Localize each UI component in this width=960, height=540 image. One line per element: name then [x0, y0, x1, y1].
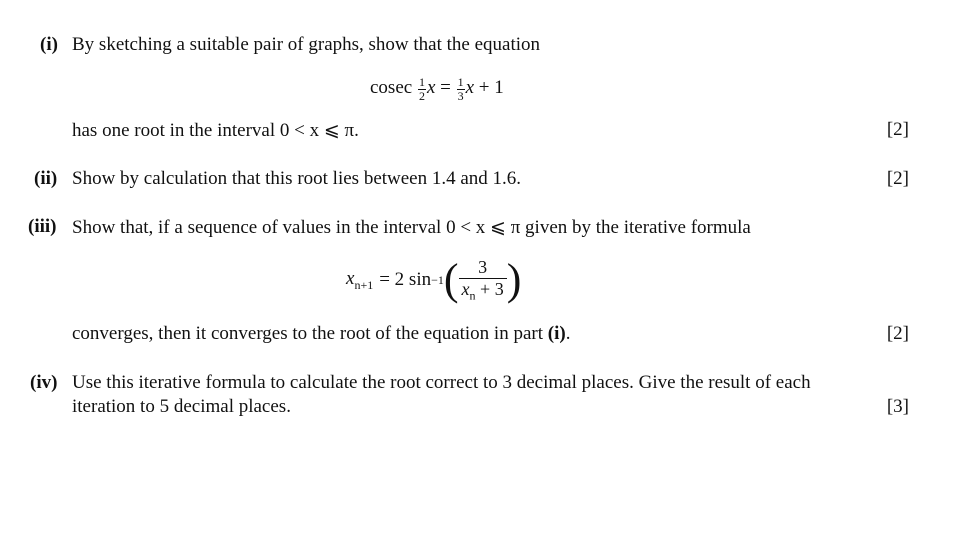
part-ii-text: Show by calculation that this root lies between 1.4 and 1.6. [72, 168, 522, 189]
formula-equals: = 2 sin [379, 269, 432, 290]
part-i-after-text: has one root in the interval 0 < x ⩽ π. [72, 120, 359, 141]
half-denominator: 2 [418, 88, 425, 103]
half-fraction [418, 76, 426, 102]
part-iv-label: (iv) [30, 372, 58, 393]
part-iii-after-pre: converges, then it converges to the root of the equation in part [72, 323, 548, 344]
part-iii-after-text [72, 323, 570, 345]
equals-sign: = [440, 77, 451, 98]
formula-inverse-sup: −1 [431, 272, 444, 287]
half-numerator: 1 [418, 75, 425, 89]
part-i-marks: [2] [886, 119, 909, 140]
cosec-function: cosec [370, 77, 413, 98]
part-iii-marks: [2] [886, 323, 909, 344]
part-iii-text: Show that, if a sequence of values in the interval 0 < x ⩽ π given by the iterative formula [72, 217, 751, 238]
formula-lhs-variable: x [346, 267, 355, 289]
iterative-formula [346, 252, 521, 308]
left-paren: ( [443, 255, 459, 304]
part-i-label: (i) [40, 34, 58, 55]
formula-den-subscript: n [469, 288, 476, 303]
third-numerator: 1 [457, 75, 464, 89]
rhs-variable: x [465, 77, 475, 98]
formula-fraction [459, 257, 507, 303]
formula-denominator [459, 279, 507, 303]
formula-lhs-subscript: n+1 [354, 277, 374, 292]
rhs-constant: + 1 [478, 77, 504, 98]
part-iii-after-post: . [565, 323, 571, 344]
part-iv-line2: iteration to 5 decimal places. [72, 396, 291, 417]
part-i-text: By sketching a suitable pair of graphs, show that the equation [72, 34, 541, 55]
part-ii-marks: [2] [886, 168, 909, 189]
third-denominator: 3 [457, 88, 464, 103]
formula-numerator: 3 [459, 257, 507, 279]
part-iv-marks: [3] [886, 396, 909, 417]
formula-den-tail: + 3 [475, 278, 504, 299]
part-iv-line1: Use this iterative formula to calculate the root correct to 3 decimal places. Give the result of each [72, 372, 811, 393]
part-iii-label: (iii) [28, 216, 57, 237]
lhs-variable: x [426, 77, 436, 98]
third-fraction [457, 76, 465, 102]
part-ii-label: (ii) [34, 168, 58, 189]
right-paren: ) [506, 255, 522, 304]
formula-den-variable: x [461, 278, 470, 299]
part-i-equation [370, 76, 504, 102]
part-iii-after-bold: (i) [547, 323, 566, 344]
